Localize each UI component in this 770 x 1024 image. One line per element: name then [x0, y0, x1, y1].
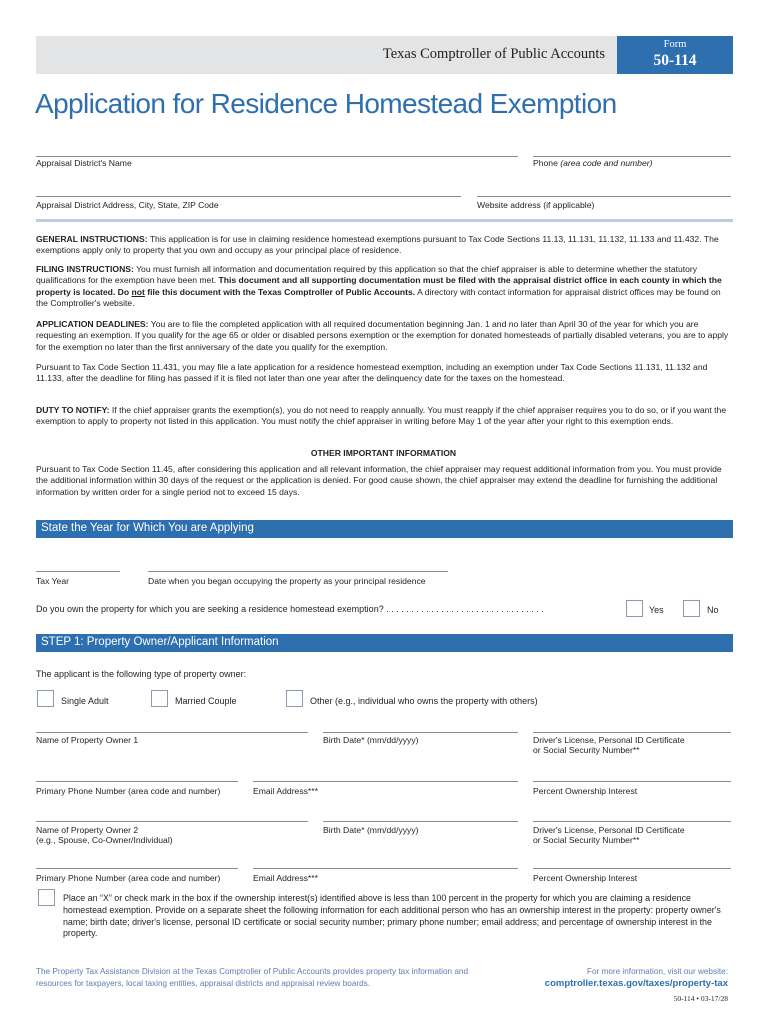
- owner1-phone-line[interactable]: [36, 781, 238, 782]
- district-name-line[interactable]: [36, 156, 518, 157]
- agency-name: Texas Comptroller of Public Accounts: [382, 46, 605, 62]
- section-divider: [36, 219, 733, 222]
- phone-main: Phone: [533, 158, 558, 168]
- duty-head: DUTY TO NOTIFY:: [36, 405, 110, 415]
- owner2-name-line[interactable]: [36, 821, 308, 822]
- application-deadlines: [36, 319, 731, 353]
- phone-note: (area code and number): [560, 158, 653, 168]
- other-info-heading: [36, 448, 731, 459]
- district-website-label: Website address (if applicable): [477, 200, 595, 210]
- general-head: GENERAL INSTRUCTIONS:: [36, 234, 148, 244]
- filing-bold1: This document and all supporting documentation must be filed with the appraisal district office in each county in which the property is located. Do: [36, 275, 722, 297]
- dl2-line1: Driver's License, Personal ID Certificate: [533, 825, 685, 835]
- owner1-name-line[interactable]: [36, 732, 308, 733]
- duty-to-notify: [36, 405, 731, 428]
- partial-ownership-note: Place an “X” or check mark in the box if the ownership interest(s) identified above is less than 100 percent in the property for which you are claiming a residence homestead exemption. Provide on a separate sheet the following information for each additional person who has an ownership interest in the property: property owner's name; birth date; driver's license, personal ID certificate or social security number; primary phone number; email address; and percentage of ownership interest in the property.: [63, 893, 721, 939]
- other-info-text: Pursuant to Tax Code Section 11.45, after considering this application and all relevant information, the chief appraiser may request additional information from you. You must provide the additional information within 30 days of the request or the application is denied. For good cause shown, the chief appraiser may extend the deadline for furnishing the additional information by written order for a single period not to exceed 15 days.: [36, 464, 722, 497]
- owner1-email-line[interactable]: [253, 781, 518, 782]
- married-couple-checkbox[interactable]: [151, 690, 168, 707]
- deadlines-head: APPLICATION DEADLINES:: [36, 319, 149, 329]
- date-occupied-line[interactable]: [148, 571, 448, 572]
- owner2-birth-line[interactable]: [323, 821, 518, 822]
- owner1-id-line[interactable]: [533, 732, 731, 733]
- footer-description: The Property Tax Assistance Division at the Texas Comptroller of Public Accounts provides property tax information and resources for taxpayers, local taxing entities, appraisal districts and appraisal review boards.: [36, 967, 469, 988]
- other-head: OTHER IMPORTANT INFORMATION: [310, 448, 457, 458]
- own-property-question: Do you own the property for which you are seeking a residence homestead exemption? . . . . . . . . . . . . . . . . . . . . . . . . . . . . . . . .: [36, 604, 544, 614]
- owner-type-prompt: The applicant is the following type of property owner:: [36, 669, 247, 679]
- step1-heading: STEP 1: Property Owner/Applicant Information: [36, 634, 733, 652]
- married-couple-label: Married Couple: [175, 696, 237, 706]
- owner2-line1: Name of Property Owner 2: [36, 825, 139, 835]
- footer-website-link[interactable]: comptroller.texas.gov/taxes/property-tax: [544, 978, 728, 989]
- owner1-email-label: Email Address***: [253, 786, 318, 796]
- form-label: Form: [663, 39, 687, 50]
- dl-line1: Driver's License, Personal ID Certificate: [533, 735, 685, 745]
- general-text: This application is for use in claiming residence homestead exemptions pursuant to Tax Code Sections 11.13, 11.131, 11.132, 11.133 and 11.432. The exemptions apply only to property that you own and occupy as your principal place of residence.: [36, 234, 719, 256]
- owner1-birth-line[interactable]: [323, 732, 518, 733]
- owner1-id-label: [533, 735, 685, 755]
- filing-bold2: file this document with the Texas Comptroller of Public Accounts.: [147, 286, 416, 297]
- district-phone-label: [533, 158, 652, 168]
- footer-right: [545, 966, 728, 1005]
- owner2-id-label: [533, 825, 685, 845]
- filing-head: FILING INSTRUCTIONS:: [36, 264, 134, 274]
- filing-text: You must furnish all information and documentation required by this application so that the chief appraiser is able to determine whether the statutory qualifications for the exemption have been met.: [36, 264, 698, 286]
- form-number: 50-114: [653, 52, 697, 69]
- owner2-id-line[interactable]: [533, 821, 731, 822]
- district-address-label: Appraisal District Address, City, State, ZIP Code: [36, 200, 219, 210]
- form-revision: 50-114 • 03-17/28: [673, 994, 728, 1003]
- owner2-email-label: Email Address***: [253, 873, 318, 883]
- owner1-name-label: Name of Property Owner 1: [36, 735, 139, 745]
- district-phone-line[interactable]: [533, 156, 731, 157]
- own-yes-label: Yes: [649, 605, 664, 615]
- other-owner-label: Other (e.g., individual who owns the property with others): [310, 696, 538, 706]
- page-title: Application for Residence Homestead Exemption: [35, 88, 617, 119]
- single-adult-label: Single Adult: [61, 696, 109, 706]
- owner2-email-line[interactable]: [253, 868, 518, 869]
- owner1-birth-label: Birth Date* (mm/dd/yyyy): [323, 735, 419, 745]
- own-no-checkbox[interactable]: [683, 600, 700, 617]
- date-occupied-label: Date when you began occupying the property as your principal residence: [148, 576, 426, 586]
- owner1-percent-line[interactable]: [533, 781, 731, 782]
- form-header-bar: [36, 36, 733, 74]
- district-name-label: Appraisal District's Name: [36, 158, 132, 168]
- dl2-line2: or Social Security Number**: [533, 835, 640, 845]
- district-website-line[interactable]: [477, 196, 731, 197]
- tax-year-label: Tax Year: [36, 576, 69, 586]
- tax-year-line[interactable]: [36, 571, 120, 572]
- year-section-heading: State the Year for Which You are Applying: [36, 520, 733, 538]
- deadlines-text: You are to file the completed application with all required documentation beginning Jan. 1 and no later than April 30 of the year for which you are requesting an exemption. If you qualify for the age 65 or older or disabled persons exemption or the exemption for donated homesteads of partially disabled veterans, you are to apply for the exemption no later than the first anniversary of the date you qualify for the exemption.: [36, 319, 729, 352]
- filing-tail: A directory with contact information for appraisal district offices may be found on the Comptroller's website.: [36, 286, 721, 308]
- other-owner-checkbox[interactable]: [286, 690, 303, 707]
- own-yes-checkbox[interactable]: [626, 600, 643, 617]
- dl-line2: or Social Security Number**: [533, 745, 640, 755]
- own-no-label: No: [707, 605, 719, 615]
- owner2-name-label: [36, 825, 173, 845]
- owner2-percent-label: Percent Ownership Interest: [533, 873, 638, 883]
- owner2-percent-line[interactable]: [533, 868, 731, 869]
- partial-ownership-checkbox[interactable]: [38, 889, 55, 906]
- filing-not: not: [131, 286, 145, 297]
- footer-more-info: For more information, visit our website:: [586, 967, 728, 976]
- owner2-birth-label: Birth Date* (mm/dd/yyyy): [323, 825, 419, 835]
- single-adult-checkbox[interactable]: [37, 690, 54, 707]
- district-address-line[interactable]: [36, 196, 461, 197]
- owner1-phone-label: Primary Phone Number (area code and number): [36, 786, 221, 796]
- late-application: Pursuant to Tax Code Section 11.431, you may file a late application for a residence homestead exemption, including an exemption under Tax Code Sections 11.131, 11.132 and 11.133, after the deadline for filing has passed if it is filed not later than one year after the delinquency date for the taxes on the homestead.: [36, 362, 708, 384]
- duty-text: If the chief appraiser grants the exemption(s), you do not need to reapply annually. You must reapply if the chief appraiser requires you to do so, or if you want the exemption to apply to property not listed in this application. You must notify the chief appraiser in writing before May 1 of the year after your right to this exemption ends.: [36, 405, 727, 427]
- form-number-box: [617, 36, 733, 74]
- owner2-phone-label: Primary Phone Number (area code and number): [36, 873, 221, 883]
- owner2-phone-line[interactable]: [36, 868, 238, 869]
- general-instructions: [36, 234, 731, 257]
- filing-instructions: [36, 264, 731, 309]
- owner1-percent-label: Percent Ownership Interest: [533, 786, 638, 796]
- owner2-line2: (e.g., Spouse, Co-Owner/Individual): [36, 835, 173, 845]
